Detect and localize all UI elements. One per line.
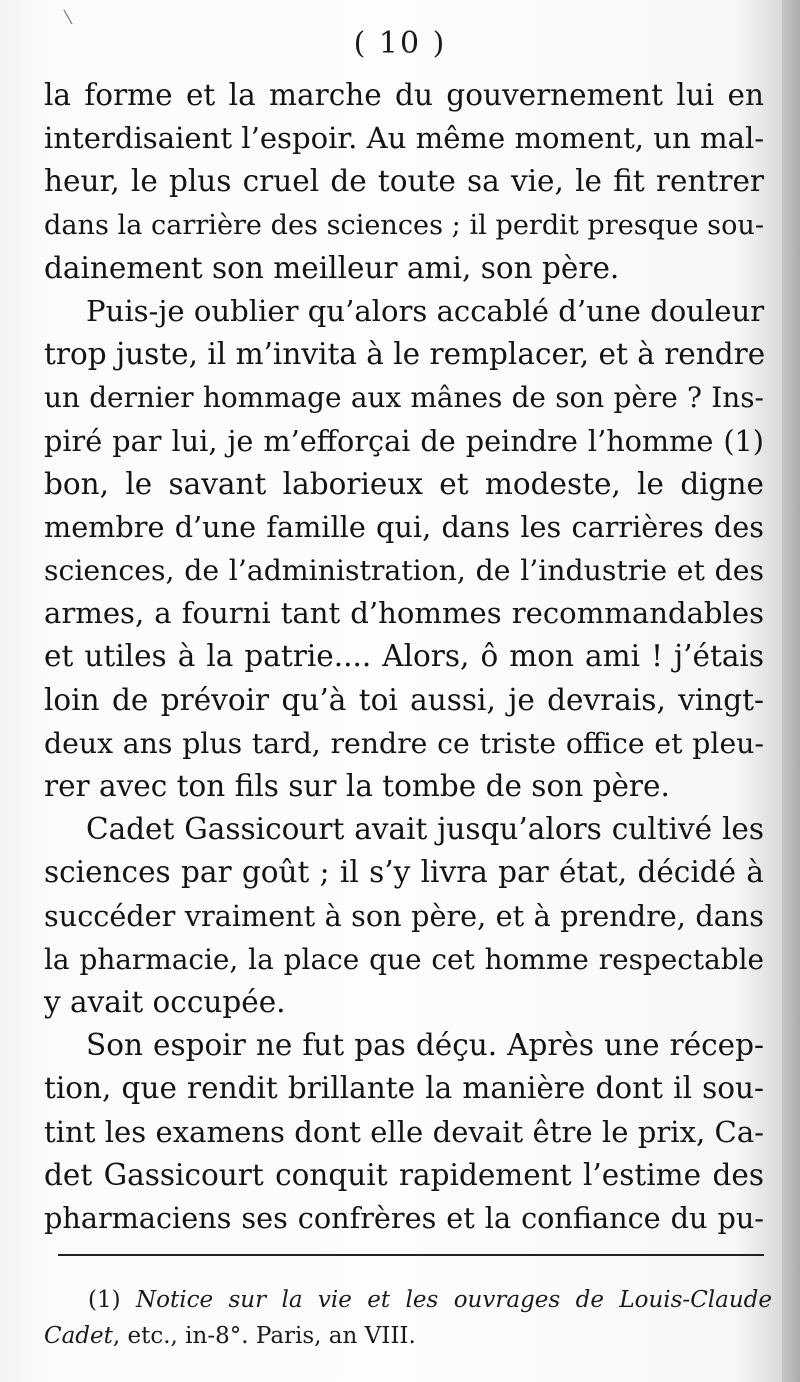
text-line: la forme et la marche du gouvernement lui en <box>44 78 764 112</box>
text-line: loin de prévoir qu’à toi aussi, je devrais, vingt- <box>44 682 764 717</box>
body-text <box>44 74 764 1240</box>
footnote-rule <box>58 1254 764 1256</box>
text-line: deux ans plus tard, rendre ce triste office et pleu- <box>44 726 764 760</box>
paragraph-start-line: Cadet Gassicourt avait jusqu’alors cultivé les <box>86 812 764 847</box>
text-line: armes, a fourni tant d’hommes recommandables <box>44 596 764 631</box>
text-line: dans la carrière des sciences ; il perdit presque sou- <box>44 209 764 241</box>
text-line: sciences par goût ; il s’y livra par état, décidé à <box>44 855 764 890</box>
text-line: heur, le plus cruel de toute sa vie, le fit rentrer <box>44 164 764 199</box>
text-line: y avait occupée. <box>44 984 286 1019</box>
text-line: bon, le savant laborieux et modeste, le digne <box>44 466 764 501</box>
footnote-mark: (1) <box>88 1287 121 1313</box>
text-line: trop juste, il m’invita à le remplacer, et à rendre <box>44 337 766 372</box>
footnote-details: , etc., in-8°. Paris, an VIII. <box>112 1323 416 1349</box>
paragraph-start-line: Puis-je oublier qu’alors accablé d’une douleur <box>86 293 765 328</box>
footnote-author: Cadet <box>44 1323 113 1349</box>
footnote-line <box>44 1282 772 1318</box>
text-line: et utiles à la patrie.... Alors, ô mon ami ! j’étais <box>44 639 764 674</box>
text-line: succéder vraiment à son père, et à prendre, dans <box>44 898 764 933</box>
footnote-title: Notice sur la vie et les ouvrages de Louis-Claude <box>136 1287 773 1313</box>
text-line: tion, que rendit brillante la manière dont il sou- <box>44 1071 764 1106</box>
page-number: ( 10 ) <box>353 26 447 61</box>
footnote <box>44 1282 772 1354</box>
text-line: pharmaciens ses confrères et la confiance du pu- <box>44 1200 764 1235</box>
text-line: un dernier hommage aux mânes de son père ? Ins- <box>44 381 764 415</box>
paragraph-start-line: Son espoir ne fut pas déçu. Après une récep- <box>86 1028 764 1063</box>
text-line: tint les examens dont elle devait être le prix, Ca- <box>44 1114 764 1149</box>
text-line: rer avec ton fils sur la tombe de son père. <box>44 769 670 803</box>
footnote-line <box>44 1318 772 1354</box>
text-line: piré par lui, je m’efforçai de peindre l’homme (1) <box>44 423 764 458</box>
text-line: sciences, de l’administration, de l’industrie et des <box>44 554 764 588</box>
text-line: dainement son meilleur ami, son père. <box>44 250 620 285</box>
text-line: det Gassicourt conquit rapidement l’estime des <box>44 1157 764 1192</box>
text-line: la pharmacie, la place que cet homme respectable <box>44 942 764 976</box>
text-line: membre d’une famille qui, dans les carrières des <box>44 509 764 544</box>
text-line: interdisaient l’espoir. Au même moment, un mal- <box>44 121 765 156</box>
